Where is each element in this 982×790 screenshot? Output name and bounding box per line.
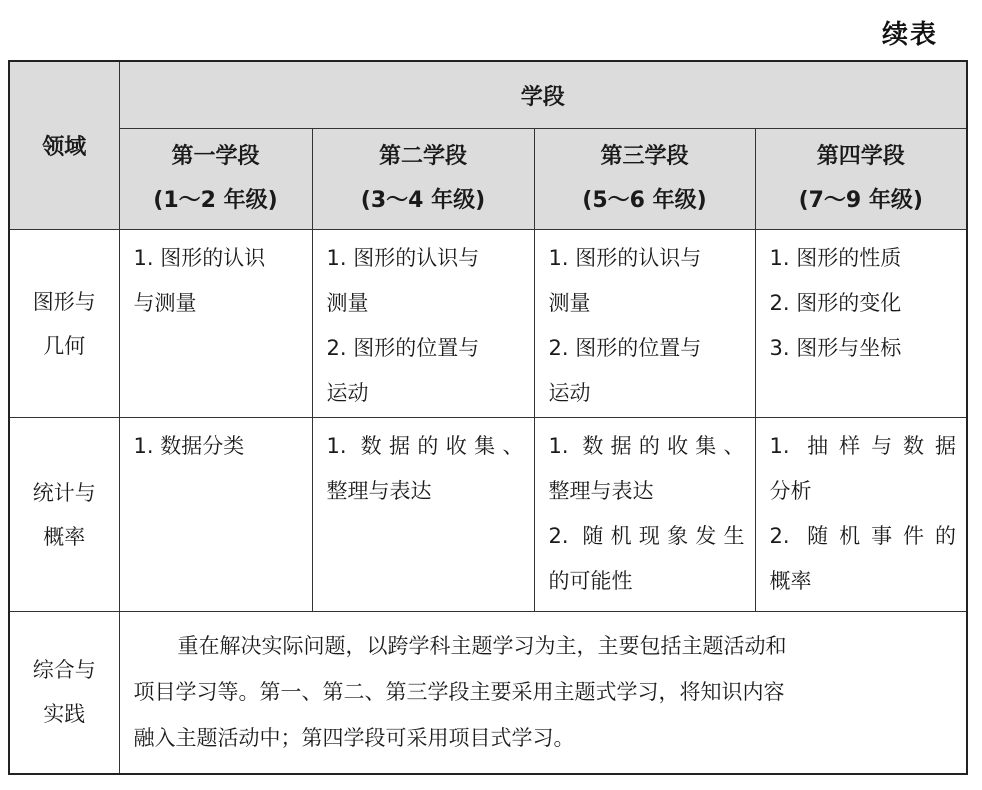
row-label-line: 实践 (43, 702, 86, 727)
row-label-statistics (9, 418, 119, 612)
row-label-line: 概率 (43, 524, 86, 549)
header-domain: 领域 (9, 61, 119, 230)
cell-line: 2. 图形的变化 (769, 291, 902, 315)
header-stage-3 (534, 129, 755, 230)
cell-geometry-stage-3 (534, 230, 755, 418)
cell-line: 运动 (548, 381, 591, 405)
cell-line: 1. 图形的认识 (133, 246, 266, 270)
cell-line: 2. 图形的位置与 (326, 336, 480, 360)
cell-line: 1. 数据的收集、 (326, 434, 524, 458)
cell-line: 概率 (769, 569, 812, 593)
row-label-practice (9, 612, 119, 774)
paragraph-line: 重在解决实际问题，以跨学科主题学习为主，主要包括主题活动和 (177, 634, 787, 659)
table-row-geometry (9, 230, 967, 418)
row-label-geometry (9, 230, 119, 418)
cell-geometry-stage-1 (119, 230, 312, 418)
cell-statistics-stage-2 (312, 418, 534, 612)
cell-line: 2. 随机现象发生 (548, 524, 745, 548)
cell-line: 测量 (326, 291, 369, 315)
cell-line: 3. 图形与坐标 (769, 336, 902, 360)
cell-practice-description (119, 612, 967, 774)
table-row-practice (9, 612, 967, 774)
header-stage-1 (119, 129, 312, 230)
cell-line: 运动 (326, 381, 369, 405)
stage-grades: (5～6 年级) (582, 188, 707, 213)
cell-line: 1. 数据分类 (133, 434, 245, 458)
row-label-line: 综合与 (32, 658, 96, 683)
stage-name: 第二学段 (378, 144, 467, 169)
cell-statistics-stage-3 (534, 418, 755, 612)
table-caption: 续表 (881, 20, 938, 50)
stage-grades: (7～9 年级) (798, 188, 923, 213)
cell-statistics-stage-4 (755, 418, 967, 612)
cell-line: 的可能性 (548, 569, 633, 593)
stage-name: 第一学段 (171, 144, 260, 169)
row-label-line: 统计与 (32, 480, 96, 505)
cell-line: 2. 随机事件的 (769, 524, 957, 548)
table-row-statistics (9, 418, 967, 612)
cell-line: 1. 抽样与数据 (769, 434, 957, 458)
cell-line: 1. 图形的认识与 (548, 246, 702, 270)
stage-name: 第四学段 (816, 144, 905, 169)
cell-line: 整理与表达 (548, 479, 654, 503)
cell-line: 2. 图形的位置与 (548, 336, 702, 360)
stage-grades: (3～4 年级) (360, 188, 486, 213)
header-stage-4 (755, 129, 967, 230)
cell-line: 与测量 (133, 291, 197, 315)
cell-line: 1. 图形的性质 (769, 246, 902, 270)
header-stage-group: 学段 (119, 61, 967, 129)
row-label-line: 图形与 (32, 289, 96, 314)
cell-line: 分析 (769, 479, 812, 503)
header-stage-2 (312, 129, 534, 230)
paragraph-line: 项目学习等。第一、第二、第三学段主要采用主题式学习，将知识内容 (133, 680, 785, 705)
cell-geometry-stage-2 (312, 230, 534, 418)
stage-name: 第三学段 (600, 144, 689, 169)
cell-line: 1. 数据的收集、 (548, 434, 745, 458)
stage-grades: (1～2 年级) (153, 188, 278, 213)
cell-statistics-stage-1 (119, 418, 312, 612)
paragraph-line: 融入主题活动中；第四学段可采用项目式学习。 (133, 726, 575, 751)
row-label-line: 几何 (43, 333, 86, 358)
cell-geometry-stage-4 (755, 230, 967, 418)
curriculum-table (8, 60, 968, 775)
cell-line: 测量 (548, 291, 591, 315)
cell-line: 整理与表达 (326, 479, 432, 503)
cell-line: 1. 图形的认识与 (326, 246, 480, 270)
